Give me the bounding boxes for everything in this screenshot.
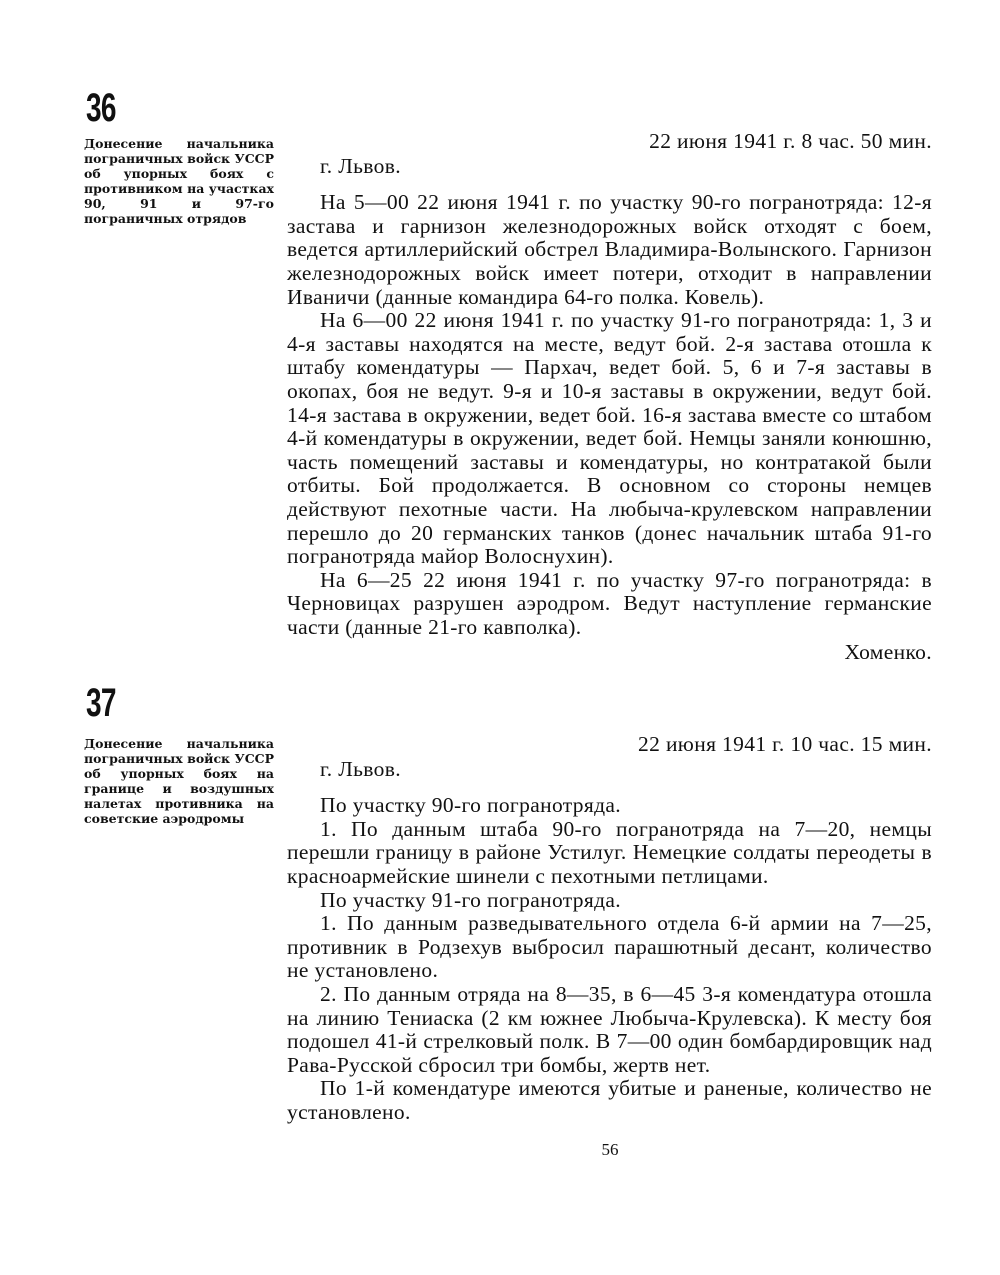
paragraph: 2. По данным отряда на 8—35, в 6—45 3-я комендатура отошла на линию Тениаска (2 км южнее Любыча-Крулевска). К месту боя подошел 41-й стрелковый полк. В 7—00 один бомбардировщик над Рава-Русской сбросил три бомбы, жертв нет.	[287, 981, 932, 1077]
paragraph: 1. По данным разведывательного отдела 6-й армии на 7—25, противник в Родзехув выбросил парашютный десант, количество не установлено.	[287, 911, 932, 983]
document-body-37	[287, 733, 932, 1125]
document-place: г. Львов.	[320, 153, 401, 178]
document-number-37: 37	[86, 681, 116, 725]
paragraph: На 6—00 22 июня 1941 г. по участку 91-го погранотряда: 1, 3 и 4-я заставы находятся на месте, ведут бой. 2-я застава отошла к штабу комендатуры — Пархач, ведет бой. 5, 6 и 7-я заставы в окопах, боя не ведут. 9-я и 10-я заставы в окружении, ведут бой. 14-я застава в окружении, ведет бой. 16-я застава вместе со штабом 4-й комендатуры в окружении, ведет бой. Немцы заняли конюшню, часть помещений заставы и комендатуры, но контратакой были отбиты. Бой продолжается. В основном со стороны немцев действуют пехотные части. На любыча-крулевском направлении перешло до 20 германских танков (донес начальник штаба 91-го погранотряда майор Волоснухин).	[287, 308, 932, 569]
paragraph: По участку 91-го погранотряда.	[320, 887, 622, 912]
paragraph: 1. По данным штаба 90-го погранотряда на 7—20, немцы перешли границу в районе Устилуг. Немецкие солдаты переодеты в красноармейские шинели с пехотными петлицами.	[287, 816, 932, 888]
document-caption-37: Донесение начальника пограничных войск УССР об упорных боях на границе и воздушных налетах противника на советские аэродромы	[84, 736, 274, 826]
paragraph: На 6—25 22 июня 1941 г. по участку 97-го погранотряда: в Черновицах разрушен аэродром. Ведут наступление германские части (данные 21-го кавполка).	[287, 567, 932, 639]
signature: Хоменко.	[844, 640, 932, 665]
document-caption-36: Донесение начальника пограничных войск УССР об упорных боях с противником на участках 90, 91 и 97-го пограничных отрядов	[84, 136, 274, 226]
document-place: г. Львов.	[320, 756, 401, 781]
document-body-36	[287, 130, 932, 665]
paragraph: На 5—00 22 июня 1941 г. по участку 90-го погранотряда: 12-я застава и гарнизон железнодорожных войск отходят с боем, ведется артиллерийский обстрел Владимира-Волынского. Гарнизон железнодорожных войск имеет потери, отходит в направлении Иваничи (данные командира 64-го полка. Ковель).	[287, 190, 932, 309]
page-number: 56	[601, 1140, 619, 1159]
paragraph: По участку 90-го погранотряда.	[320, 793, 622, 818]
paragraph: По 1-й комендатуре имеются убитые и раненые, количество не установлено.	[287, 1076, 932, 1124]
document-date: 22 июня 1941 г. 10 час. 15 мин.	[638, 732, 932, 756]
document-date: 22 июня 1941 г. 8 час. 50 мин.	[649, 129, 932, 153]
document-number-36: 36	[86, 86, 116, 130]
